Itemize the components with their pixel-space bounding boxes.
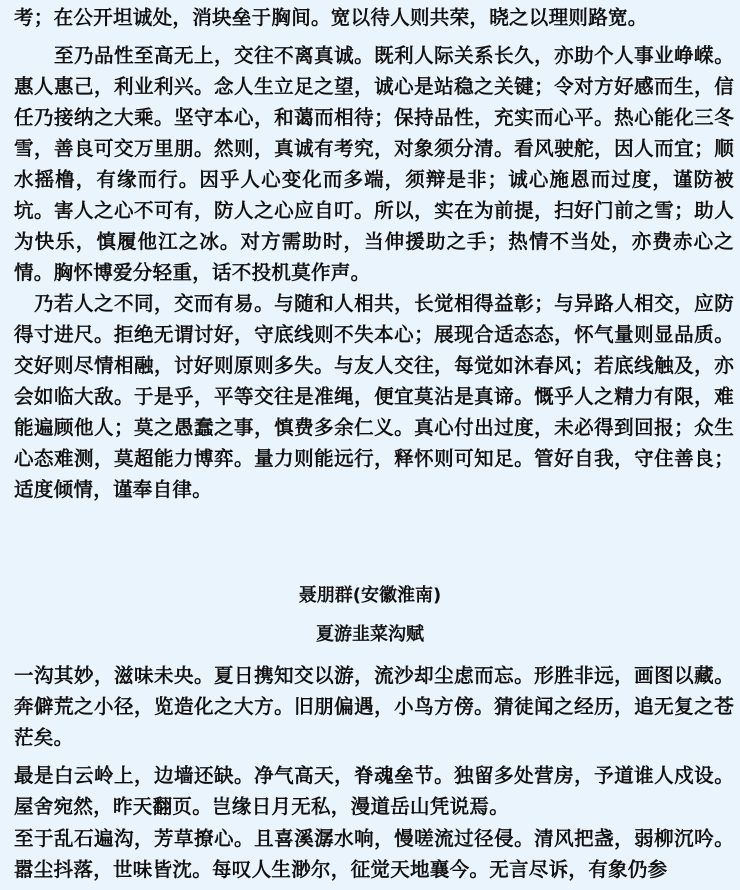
- essay-paragraph-2: 乃若人之不同，交而有易。与随和人相共，长觉相得益彰；与异路人相交，应防得寸进尺。拒绝无谓讨好，守底线则不失本心；展现合适态态，怀气量则显品质。交好则尽情相融，讨好则原则多失。与友人交往，每觉如沐春风；若底线触及，亦会如临大敌。于是乎，平等交往是准绳，便宜莫沾是真谛。慨乎人之精力有限，难能遍顾他人；莫之愚蠢之事，慎费多余仁义。真心付出过度，未必得到回报；众生心态难测，莫超能力博弈。量力则能远行，释怀则可知足。管好自我，守住善良；适度倾情，谨奉自律。: [14, 292, 734, 501]
- poem-paragraph-1: 一沟其妙，滋味未央。夏日携知交以游，流沙却尘虑而忘。形胜非远，画图以藏。奔僻荒之小径，览造化之大方。旧朋偏遇，小鸟方傍。猜徒闻之经历，追无复之苍茫矣。: [14, 664, 734, 749]
- essay-paragraph-0: 考；在公开坦诚处，消块垒于胸间。宽以待人则共荣，晓之以理则路宽。: [14, 6, 648, 29]
- poem-paragraph-3: 至于乱石遍沟，芳草撩心。且喜溪潺水响，慢嗟流过径侵。清风把盏，弱柳沉吟。嚣尘抖落，世味皆沈。每叹人生渺尔，征觉天地襄今。无言尽诉，有象仍参: [14, 827, 734, 881]
- poem-title: 夏游韭菜沟赋: [316, 624, 424, 645]
- poem-paragraph-2: 最是白云岭上，边墙还缺。净气高天，脊魂垒节。独留多处营房，予道谁人戍设。屋舍宛然，昨天翻页。岂缘日月无私，漫道岳山凭说焉。: [14, 764, 734, 818]
- author-line: 聂朋群(安徽淮南): [298, 585, 442, 606]
- essay-paragraph-1: 至乃品性至高无上，交往不离真诚。既利人际关系长久，亦助个人事业峥嵘。惠人惠己，利业利兴。念人生立足之望，诚心是站稳之关键；令对方好感而生，信任乃接纳之大乘。坚守本心，和蔼而相待；保持品性，充实而心平。热心能化三冬雪，善良可交万里朋。然则，真诚有考究，对象须分清。看风驶舵，因人而宜；顺水摇橹，有缘而行。因乎人心变化而多端，须辩是非；诚心施恩而过度，谨防被坑。害人之心不可有，防人之心应自叮。所以，实在为前提，扫好门前之雪；助人为快乐，慎履他江之冰。对方需助时，当伸援助之手；热情不当处，亦费赤心之情。胸怀博爱分轻重，话不投机莫作声。: [14, 44, 734, 284]
